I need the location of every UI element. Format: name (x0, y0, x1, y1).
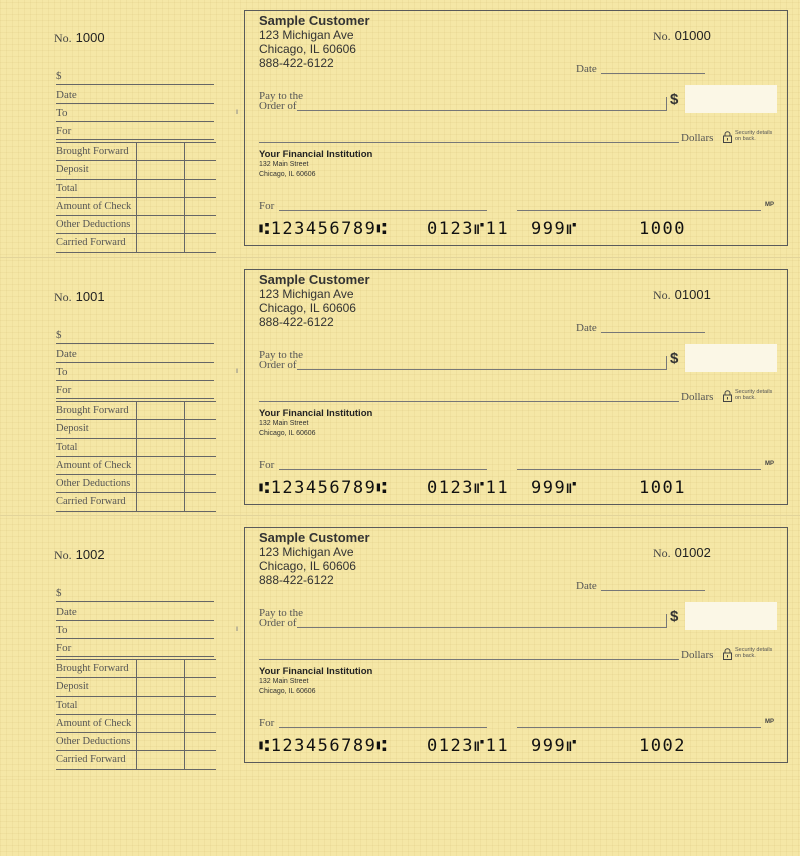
dollar-sign: $ (670, 608, 679, 625)
micr-check-number: 1002 (639, 736, 686, 756)
ledger-row[interactable] (56, 180, 216, 198)
check-band (0, 0, 800, 257)
check-body (244, 10, 788, 246)
date-label: Date (576, 580, 597, 592)
memo-label: For (259, 200, 275, 212)
bank-block (259, 409, 372, 439)
customer-city: Chicago, IL 60606 (259, 42, 356, 56)
perforation-mark: ‖ (236, 369, 239, 375)
ledger-label: Carried Forward (56, 754, 126, 766)
ledger-row[interactable] (56, 143, 216, 161)
stub-date-field[interactable]: Date (56, 606, 214, 621)
customer-block (259, 273, 370, 329)
micr-routing: ⑆123456789⑆ (259, 736, 389, 756)
bank-name: Your Financial Institution (259, 666, 373, 677)
check-stub (0, 0, 230, 257)
stub-ledger (56, 659, 216, 770)
ledger-label: Other Deductions (56, 478, 131, 490)
pay-to-label: Pay to the Order of (259, 607, 303, 629)
customer-block (259, 531, 370, 587)
amount-box[interactable] (685, 602, 777, 630)
ledger-label: Brought Forward (56, 663, 129, 674)
customer-name: Sample Customer (259, 272, 370, 287)
date-label: Date (576, 322, 597, 334)
security-note: Security details on back. (735, 389, 773, 401)
date-field[interactable] (601, 590, 705, 591)
ledger-row[interactable] (56, 234, 216, 252)
bank-block (259, 150, 372, 180)
check-body (244, 527, 788, 763)
lock-icon (723, 648, 732, 660)
dollars-label: Dollars (681, 132, 714, 144)
micr-serial: 999⑈ (531, 478, 578, 498)
stub-number: No. 1001 (54, 289, 105, 304)
bank-city: Chicago, IL 60606 (259, 171, 316, 178)
amount-words-field[interactable] (259, 401, 679, 402)
micr-routing: ⑆123456789⑆ (259, 219, 389, 239)
micr-line (259, 736, 686, 856)
stub-amount-field[interactable]: $ (56, 70, 214, 85)
customer-street: 123 Michigan Ave (259, 28, 354, 42)
check-stub (0, 517, 230, 774)
memo-field[interactable] (279, 469, 487, 470)
micr-account: 0123⑈11 (427, 219, 510, 239)
ledger-label: Other Deductions (56, 736, 131, 748)
signature-field[interactable] (517, 469, 761, 470)
date-label: Date (576, 63, 597, 75)
bank-street: 132 Main Street (259, 420, 309, 427)
ledger-row[interactable] (56, 660, 216, 678)
stub-for-field[interactable]: For (56, 642, 214, 657)
stub-to-field[interactable]: To (56, 366, 214, 381)
ledger-label: Deposit (56, 164, 89, 176)
micr-check-number: 1001 (639, 478, 686, 498)
check-band (0, 517, 800, 774)
check-body (244, 269, 788, 505)
bank-name: Your Financial Institution (259, 149, 373, 160)
ledger-label: Total (56, 699, 78, 711)
ledger-label: Brought Forward (56, 405, 129, 416)
amount-box[interactable] (685, 344, 777, 372)
stub-date-field[interactable]: Date (56, 89, 214, 104)
ledger-row[interactable] (56, 198, 216, 216)
stub-to-field[interactable]: To (56, 107, 214, 122)
security-note: Security details on back. (735, 647, 773, 659)
payee-field[interactable] (297, 369, 667, 370)
ledger-row[interactable] (56, 678, 216, 696)
bank-street: 132 Main Street (259, 161, 309, 168)
check-number: No. 01001 (653, 287, 711, 302)
payee-field[interactable] (297, 627, 667, 628)
dollars-label: Dollars (681, 391, 714, 403)
ledger-label: Amount of Check (56, 459, 132, 471)
customer-name: Sample Customer (259, 13, 370, 28)
ledger-label: Amount of Check (56, 717, 132, 729)
dollar-sign: $ (670, 350, 679, 367)
stub-ledger (56, 142, 216, 253)
ledger-label: Amount of Check (56, 200, 132, 212)
perforation-mark: ‖ (236, 627, 239, 633)
ledger-row[interactable] (56, 715, 216, 733)
stub-for-field[interactable]: For (56, 125, 214, 140)
date-field[interactable] (601, 332, 705, 333)
customer-city: Chicago, IL 60606 (259, 559, 356, 573)
stub-ledger (56, 401, 216, 512)
dollars-label: Dollars (681, 649, 714, 661)
bank-city: Chicago, IL 60606 (259, 430, 316, 437)
lock-icon (723, 131, 732, 143)
micr-serial: 999⑈ (531, 736, 578, 756)
stub-amount-field[interactable]: $ (56, 587, 214, 602)
pay-to-label: Pay to the Order of (259, 349, 303, 371)
micr-check-number: 1000 (639, 219, 686, 239)
perforation-mark: ‖ (236, 110, 239, 116)
ledger-label: Other Deductions (56, 219, 131, 231)
check-number: No. 01002 (653, 545, 711, 560)
mp-mark: MP (765, 202, 774, 208)
mp-mark: MP (765, 719, 774, 725)
ledger-row[interactable] (56, 161, 216, 179)
ledger-row[interactable] (56, 402, 216, 420)
lock-icon (723, 390, 732, 402)
ledger-row[interactable] (56, 457, 216, 475)
stub-date-field[interactable]: Date (56, 348, 214, 363)
micr-routing: ⑆123456789⑆ (259, 478, 389, 498)
signature-field[interactable] (517, 727, 761, 728)
ledger-label: Deposit (56, 681, 89, 693)
stub-for-field[interactable]: For (56, 384, 214, 399)
customer-name: Sample Customer (259, 530, 370, 545)
amount-words-field[interactable] (259, 142, 679, 143)
memo-field[interactable] (279, 727, 487, 728)
date-field[interactable] (601, 73, 705, 74)
dollar-sign: $ (670, 91, 679, 108)
stub-amount-field[interactable]: $ (56, 329, 214, 344)
amount-box[interactable] (685, 85, 777, 113)
signature-field[interactable] (517, 210, 761, 211)
check-band (0, 259, 800, 516)
micr-account: 0123⑈11 (427, 736, 510, 756)
memo-field[interactable] (279, 210, 487, 211)
bank-city: Chicago, IL 60606 (259, 688, 316, 695)
ledger-row[interactable] (56, 697, 216, 715)
stub-to-field[interactable]: To (56, 624, 214, 639)
payee-field[interactable] (297, 110, 667, 111)
stub-number: No. 1002 (54, 547, 105, 562)
customer-block (259, 14, 370, 70)
amount-words-field[interactable] (259, 659, 679, 660)
ledger-row[interactable] (56, 420, 216, 438)
ledger-label: Carried Forward (56, 496, 126, 508)
ledger-label: Total (56, 182, 78, 194)
mp-mark: MP (765, 461, 774, 467)
ledger-label: Total (56, 441, 78, 453)
customer-street: 123 Michigan Ave (259, 545, 354, 559)
bank-block (259, 667, 372, 697)
micr-serial: 999⑈ (531, 219, 578, 239)
bank-name: Your Financial Institution (259, 408, 373, 419)
memo-label: For (259, 717, 275, 729)
ledger-row[interactable] (56, 216, 216, 234)
ledger-label: Brought Forward (56, 146, 129, 157)
ledger-label: Carried Forward (56, 237, 126, 249)
ledger-label: Deposit (56, 423, 89, 435)
ledger-row[interactable] (56, 493, 216, 511)
ledger-row[interactable] (56, 439, 216, 457)
memo-label: For (259, 459, 275, 471)
check-stub (0, 259, 230, 516)
customer-street: 123 Michigan Ave (259, 287, 354, 301)
ledger-row[interactable] (56, 475, 216, 493)
customer-phone: 888-422-6122 (259, 573, 334, 587)
micr-account: 0123⑈11 (427, 478, 510, 498)
check-number: No. 01000 (653, 28, 711, 43)
stub-number: No. 1000 (54, 30, 105, 45)
customer-phone: 888-422-6122 (259, 315, 334, 329)
bank-street: 132 Main Street (259, 678, 309, 685)
ledger-row[interactable] (56, 733, 216, 751)
customer-city: Chicago, IL 60606 (259, 301, 356, 315)
security-note: Security details on back. (735, 130, 773, 142)
customer-phone: 888-422-6122 (259, 56, 334, 70)
ledger-row[interactable] (56, 751, 216, 769)
pay-to-label: Pay to the Order of (259, 90, 303, 112)
